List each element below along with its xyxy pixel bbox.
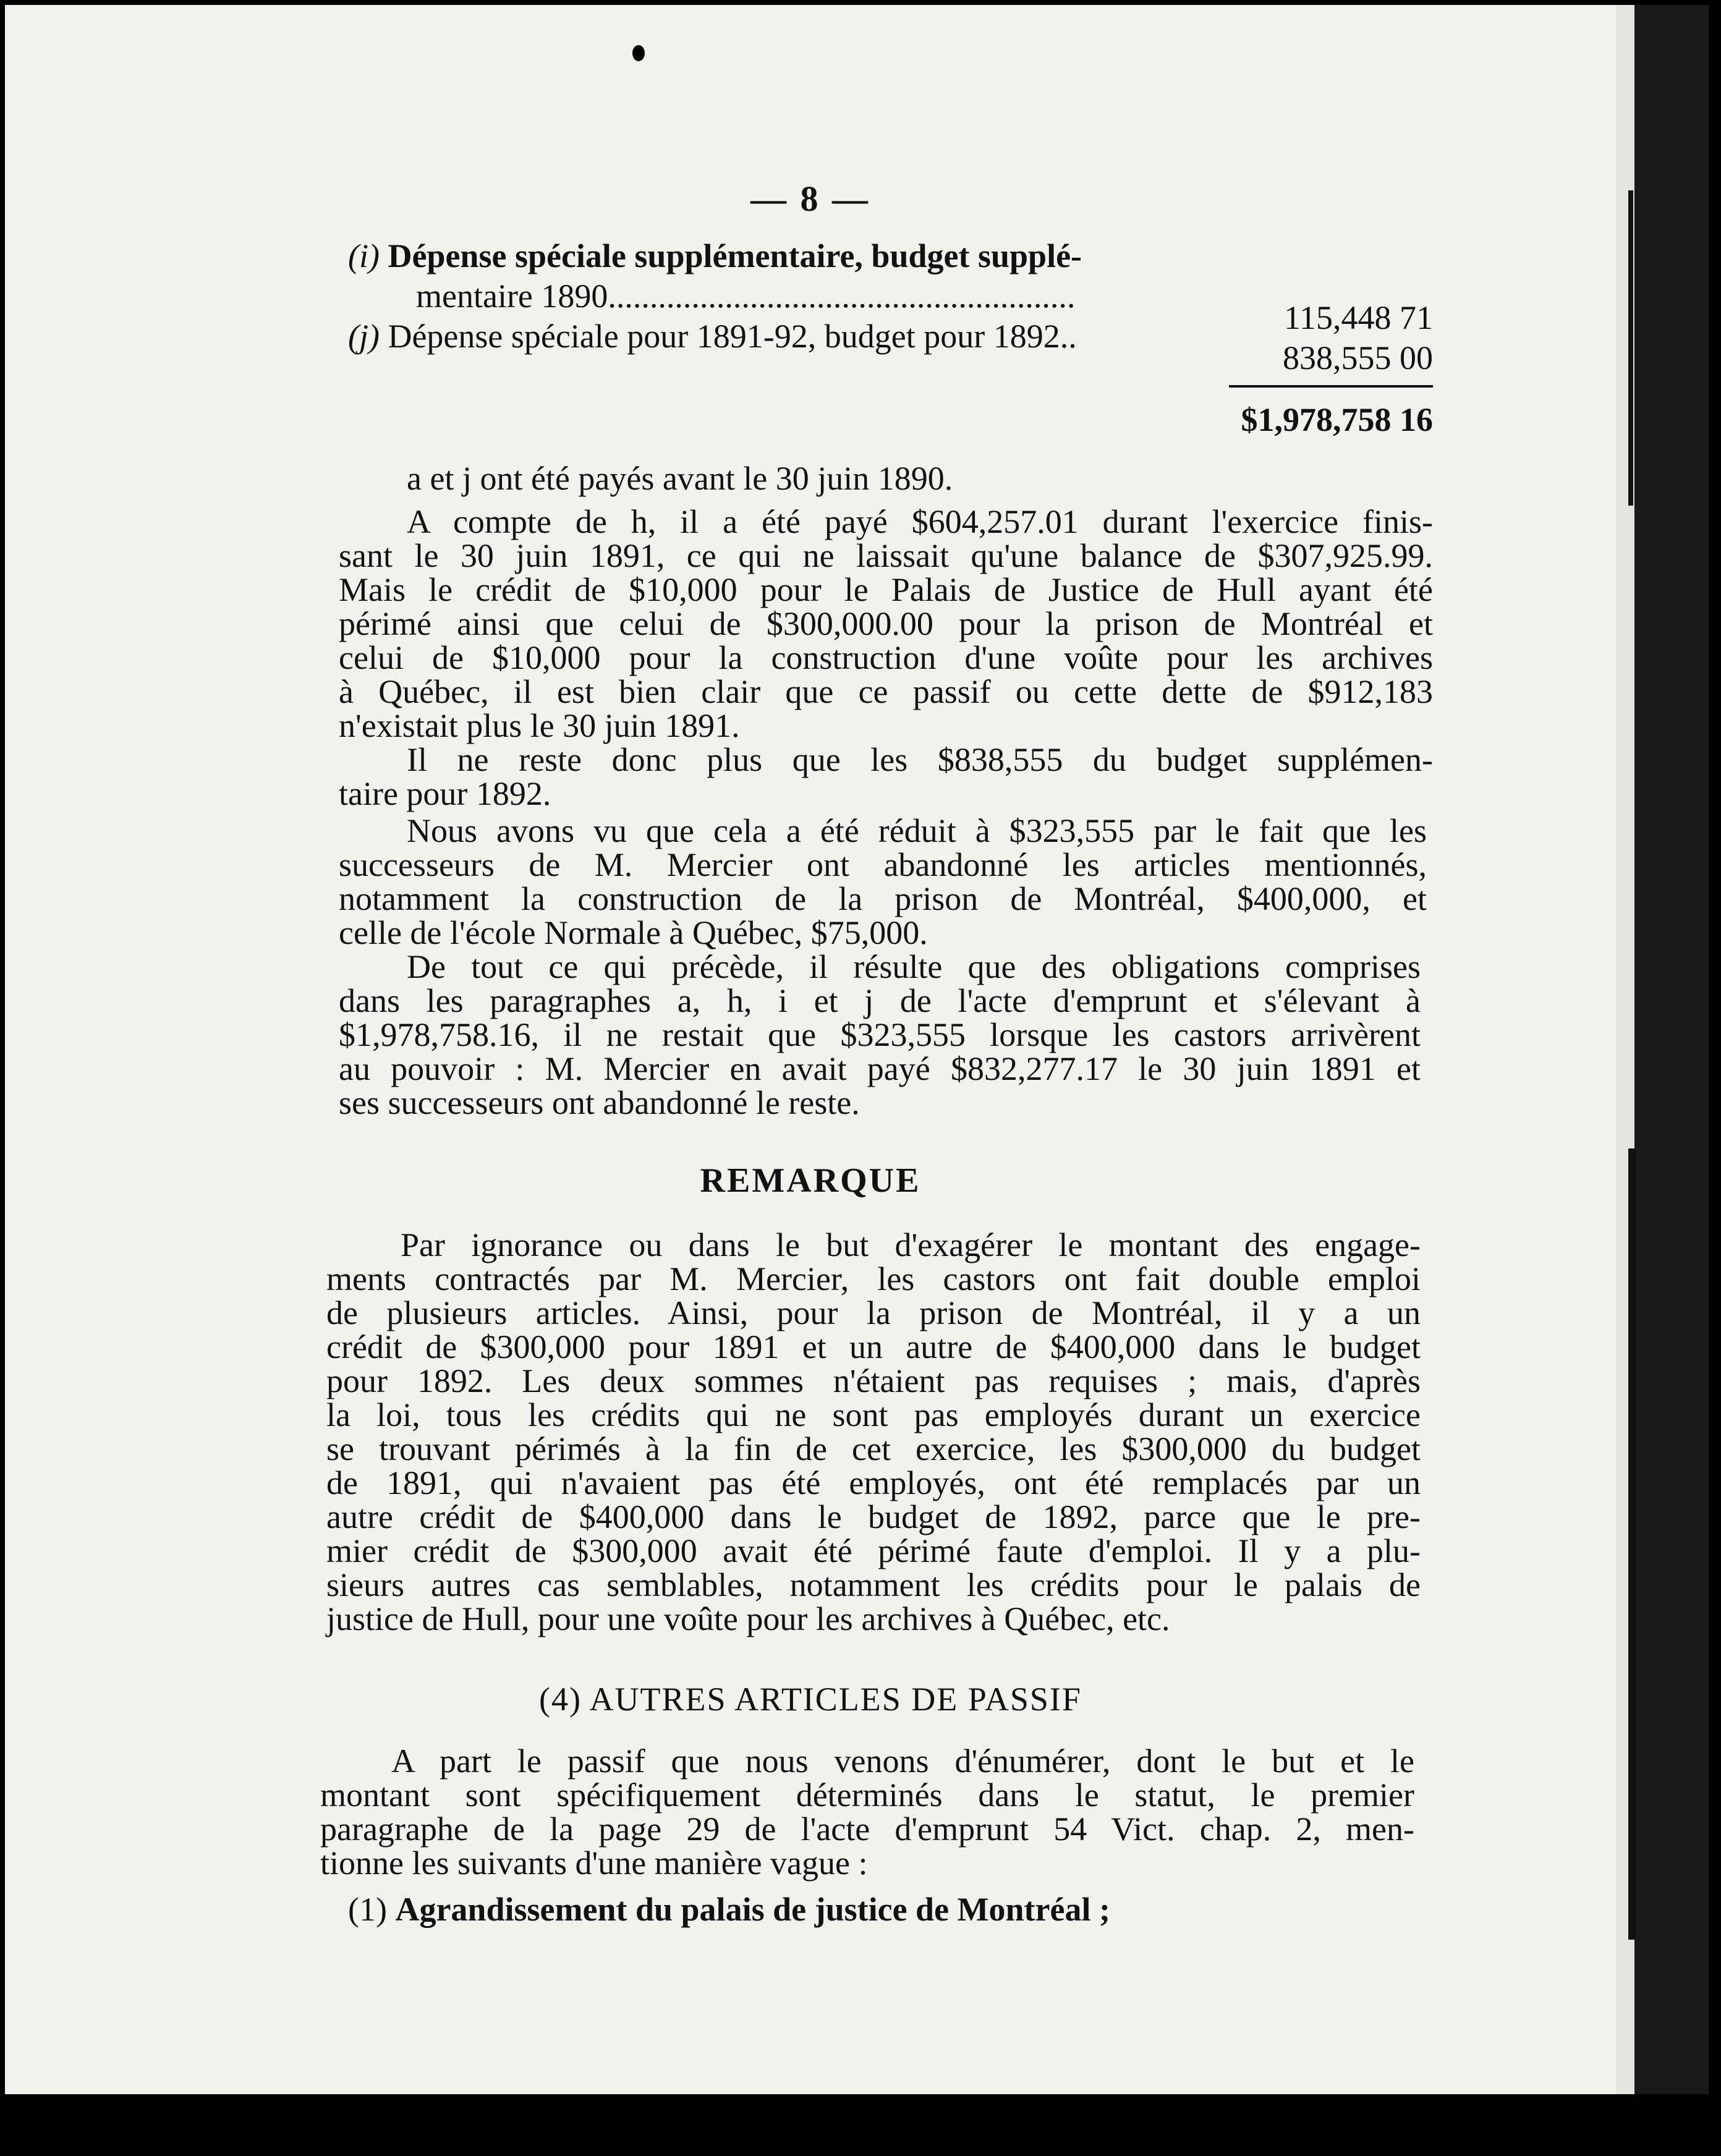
list-item-text: Agrandissement du palais de justice de Montréal ; bbox=[395, 1891, 1110, 1928]
para1-line: celui de $10,000 pour la construction d'une voûte pour les archives bbox=[339, 639, 1433, 676]
para2-line: mier crédit de $300,000 avait été périmé faute d'emploi. Il y a plu- bbox=[326, 1532, 1421, 1569]
para1-line: a et j ont été payés avant le 30 juin 1890. bbox=[407, 460, 953, 497]
margin-bracket-bottom bbox=[1628, 1148, 1636, 1940]
para1-line: celle de l'école Normale à Québec, $75,000. bbox=[339, 914, 928, 951]
total-amount: $1,978,758 16 bbox=[1241, 401, 1433, 438]
para2-line: justice de Hull, pour une voûte pour les archives à Québec, etc. bbox=[326, 1600, 1170, 1637]
item-j-label: (j) bbox=[348, 318, 380, 355]
item-i-line2 bbox=[416, 277, 1189, 315]
para3-line: tionne les suivants d'une manière vague : bbox=[320, 1844, 868, 1882]
item-j-line bbox=[348, 317, 1213, 355]
para1-line: De tout ce qui précède, il résulte que des obligations comprises bbox=[407, 948, 1421, 985]
para1-line: $1,978,758.16, il ne restait que $323,555 lorsque les castors arrivèrent bbox=[339, 1016, 1421, 1053]
item-i-leaders: ........................................................ bbox=[608, 278, 1076, 315]
para1-line: Il ne reste donc plus que les $838,555 du budget supplémen- bbox=[407, 741, 1433, 778]
para1-line: Mais le crédit de $10,000 pour le Palais de Justice de Hull ayant été bbox=[339, 571, 1433, 608]
page-number: — 8 — bbox=[750, 179, 870, 219]
item-i-text: Dépense spéciale supplémentaire, budget supplé- bbox=[388, 237, 1082, 274]
para2-line: se trouvant périmés à la fin de cet exercice, les $300,000 du budget bbox=[326, 1430, 1421, 1467]
ink-dot bbox=[632, 45, 645, 61]
para1-line: ses successeurs ont abandonné le reste. bbox=[339, 1084, 860, 1121]
para3-line: A part le passif que nous venons d'énumérer, dont le but et le bbox=[391, 1742, 1414, 1780]
para1-line: dans les paragraphes a, h, i et j de l'acte d'emprunt et s'élevant à bbox=[339, 982, 1421, 1019]
heading-autres-articles: (4) AUTRES ARTICLES DE PASSIF bbox=[539, 1681, 1082, 1718]
para2-line: crédit de $300,000 pour 1891 et un autre de $400,000 dans le budget bbox=[326, 1328, 1421, 1365]
item-i-cont: mentaire 1890 bbox=[416, 278, 608, 315]
para1-line: au pouvoir : M. Mercier en avait payé $832,277.17 le 30 juin 1891 et bbox=[339, 1050, 1421, 1087]
item-j-amount: 838,555 00 bbox=[1283, 339, 1433, 376]
heading-remarque: REMARQUE bbox=[700, 1161, 921, 1200]
para2-line: de plusieurs articles. Ainsi, pour la prison de Montréal, il y a un bbox=[326, 1294, 1421, 1331]
para2-line: Par ignorance ou dans le but d'exagérer le montant des engage- bbox=[401, 1226, 1421, 1263]
para1-line: sant le 30 juin 1891, ce qui ne laissait qu'une balance de $307,925.99. bbox=[339, 537, 1433, 574]
para2-line: ments contractés par M. Mercier, les castors ont fait double emploi bbox=[326, 1260, 1421, 1297]
para1-line: taire pour 1892. bbox=[339, 775, 551, 812]
total-rule bbox=[1229, 385, 1433, 388]
para1-line: n'existait plus le 30 juin 1891. bbox=[339, 707, 740, 744]
item-i-label: (i) bbox=[348, 237, 380, 274]
para1-line: à Québec, il est bien clair que ce passif ou cette dette de $912,183 bbox=[339, 673, 1433, 710]
para2-line: sieurs autres cas semblables, notamment les crédits pour le palais de bbox=[326, 1566, 1421, 1603]
para1-line: successeurs de M. Mercier ont abandonné les articles mentionnés, bbox=[339, 846, 1427, 883]
page-margin-edge bbox=[1616, 5, 1709, 2094]
list-item-1 bbox=[348, 1890, 1110, 1929]
para1-line: périmé ainsi que celui de $300,000.00 pour la prison de Montréal et bbox=[339, 605, 1433, 642]
para1-line: Nous avons vu que cela a été réduit à $323,555 par le fait que les bbox=[407, 812, 1427, 849]
item-i-amount: 115,448 71 bbox=[1284, 299, 1433, 336]
para1-line: notamment la construction de la prison de Montréal, $400,000, et bbox=[339, 880, 1427, 917]
para3-line: paragraphe de la page 29 de l'acte d'emprunt 54 Vict. chap. 2, men- bbox=[320, 1810, 1414, 1848]
item-i-line1 bbox=[348, 237, 1430, 275]
document-page bbox=[5, 5, 1616, 2094]
item-j-text: Dépense spéciale pour 1891-92, budget pour 1892.. bbox=[388, 318, 1077, 355]
para2-line: autre crédit de $400,000 dans le budget de 1892, parce que le pre- bbox=[326, 1498, 1421, 1535]
list-item-label: (1) bbox=[348, 1891, 387, 1928]
para3-line: montant sont spécifiquement déterminés dans le statut, le premier bbox=[320, 1776, 1414, 1814]
para2-line: pour 1892. Les deux sommes n'étaient pas requises ; mais, d'après bbox=[326, 1362, 1421, 1399]
para2-line: de 1891, qui n'avaient pas été employés, ont été remplacés par un bbox=[326, 1464, 1421, 1501]
para1-line: A compte de h, il a été payé $604,257.01 durant l'exercice finis- bbox=[407, 503, 1433, 540]
margin-bracket-top bbox=[1628, 190, 1633, 506]
para2-line: la loi, tous les crédits qui ne sont pas employés durant un exercice bbox=[326, 1396, 1421, 1433]
